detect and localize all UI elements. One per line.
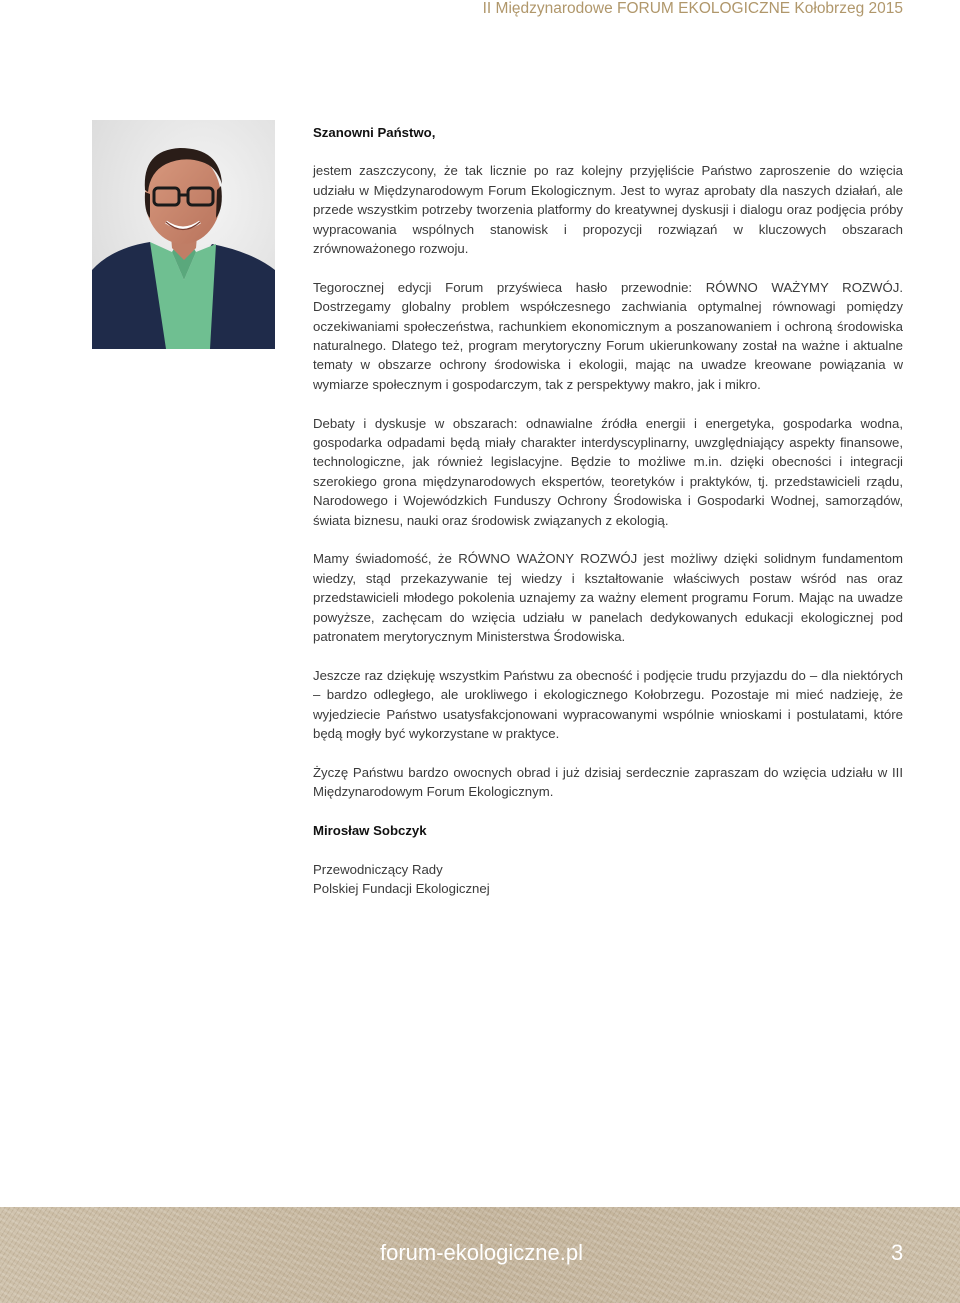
signature-name: Mirosław Sobczyk xyxy=(313,823,427,839)
signature-role xyxy=(313,860,903,899)
letter-paragraph: Życzę Państwu bardzo owocnych obrad i już dzisiaj serdecznie zapraszam do wzięcia udziału w III Międzynarodowym Forum Ekologicznym. xyxy=(313,764,903,800)
letter-paragraph: Jeszcze raz dziękuję wszystkim Państwu za obecność i podjęcie trudu przyjazdu do – dla niektórych – bardzo odległego, ale urokliwego i ekologicznego Kołobrzegu. Pozostaje mi mieć nadzieję, że wyjedziecie Państwo usatysfakcjonowani wypracowanymi wspólnie wnioskami i postulatami, które będą mogły być wykorzystane w praktyce. xyxy=(313,667,903,742)
letter-paragraph: jestem zaszczycony, że tak licznie po raz kolejny przyjęliście Państwo zaproszenie do wzięcia udziału w Międzynarodowym Forum Ekologicznym. Jest to wyraz aprobaty dla naszych działań, ale przede wszystkim potrzeby tworzenia platformy do kreatywnej dyskusji i dialogu oraz podjęcia próby wypracowania wspólnych stanowisk i propozycji rozwiązań w kluczowych obszarach zrównoważonego rozwoju. xyxy=(313,163,903,257)
author-portrait-photo xyxy=(92,120,275,349)
page-number: 3 xyxy=(891,1240,904,1265)
signature-role-line: Przewodniczący Rady xyxy=(313,861,443,877)
letter-greeting: Szanowni Państwo, xyxy=(313,125,436,140)
letter-paragraph: Debaty i dyskusje w obszarach: odnawialne źródła energii i energetyka, gospodarka wodna, gospodarka odpadami będą miały charakter interdyscyplinarny, uwzględniający aspekty finansowe, technologiczne, jak również legislacyjne. Będzie to możliwe m.in. dzięki obecności i integracji szerokiego grona międzynarodowych ekspertów, teoretyków i praktyków, tj. przedstawicieli rządu, Narodowego i Wojewódzkich Funduszy Ochrony Środowiska i Gospodarki Wodnej, samorządów, świata biznesu, nauki oraz środowisk związanych z ekologią. xyxy=(313,415,903,528)
letter-paragraph: Tegorocznej edycji Forum przyświeca hasło przewodnie: RÓWNO WAŻYMY ROZWÓJ. Dostrzegamy globalny problem współczesnego zachwiania optymalnej równowagi pomiędzy oczekiwaniami społeczeństwa, rachunkiem ekonomicznym a poszanowaniem i ochroną środowiska naturalnego. Dlatego też, program merytoryczny Forum ukierunkowany został na ważne i aktualne tematy w obszarze ochrony środowiska i ekologii, mając na uwadze kreowane powiązania w wymiarze społecznym i gospodarczym, tak z perspektywy makro, jak i mikro. xyxy=(313,279,903,392)
letter-paragraph: Mamy świadomość, że RÓWNO WAŻONY ROZWÓJ jest możliwy dzięki solidnym fundamentom wiedzy, stąd przekazywanie tej wiedzy i kształtowanie właściwych postaw wśród nas oraz przedstawicieli młodego pokolenia uznajemy za ważny element programu Forum. Mając na uwadze powyższe, zachęcam do wzięcia udziału w panelach dedykowanych edukacji ekologicznej pod patronatem merytorycznym Ministerstwa Środowiska. xyxy=(313,551,903,645)
publication-header-title: II Międzynarodowe FORUM EKOLOGICZNE Kołobrzeg 2015 xyxy=(482,0,903,17)
signature-role-line: Polskiej Fundacji Ekologicznej xyxy=(313,881,490,897)
footer-website-link[interactable]: forum-ekologiczne.pl xyxy=(380,1240,583,1265)
letter-body xyxy=(313,123,903,899)
